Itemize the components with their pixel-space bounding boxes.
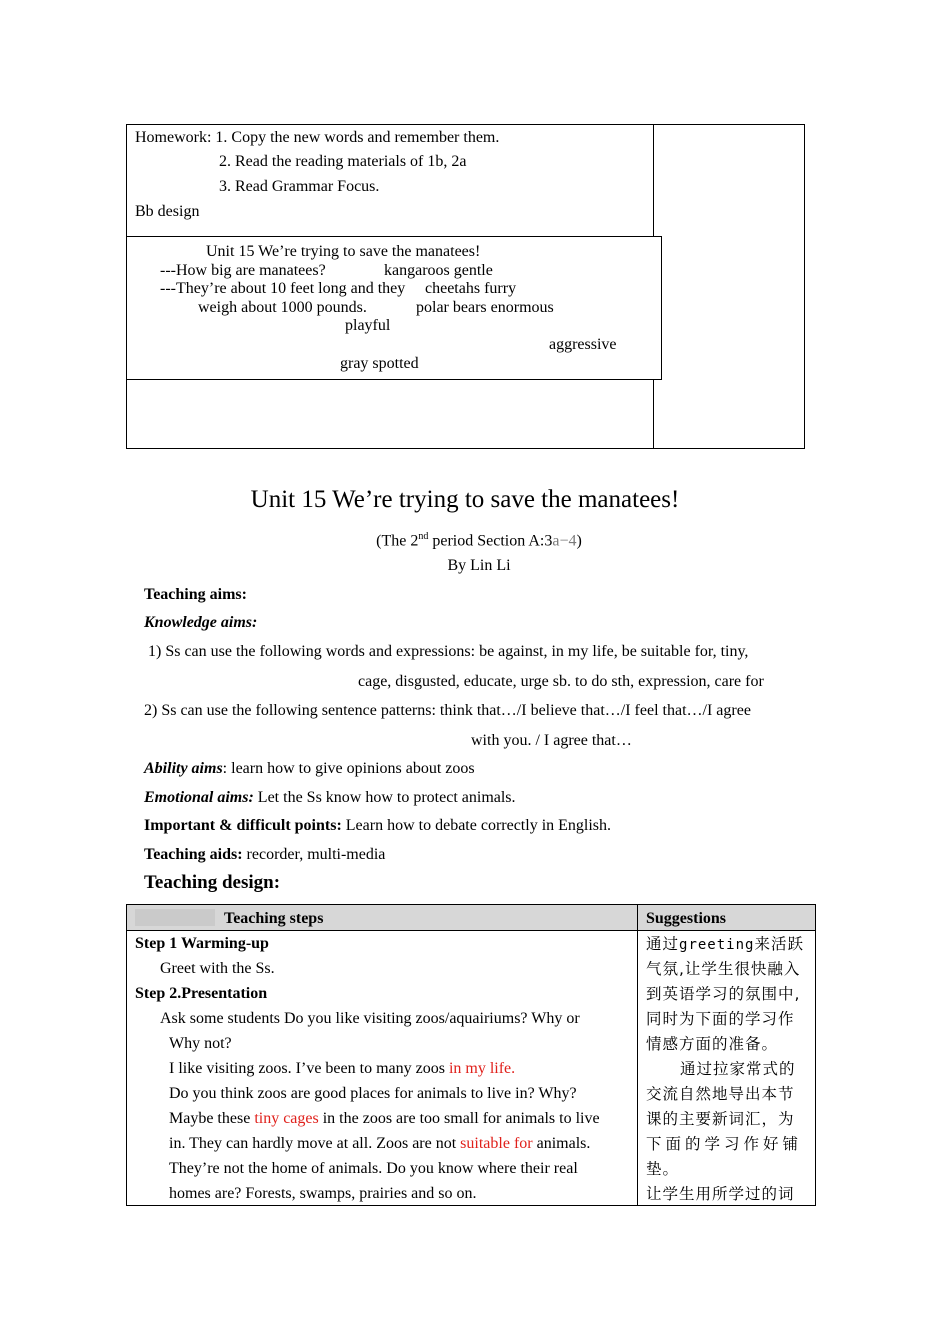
suggestion-line-1: 通过greeting来活跃 xyxy=(646,935,804,953)
teaching-aims-heading: Teaching aims: xyxy=(144,586,247,603)
knowledge-aim-2: 2) Ss can use the following sentence patterns: think that…/I believe that…/I feel that…/I agree xyxy=(144,702,751,719)
homework-heading: Homework: 1. Copy the new words and remember them. xyxy=(135,129,500,146)
suggestion-line-10: 垫。 xyxy=(646,1160,680,1178)
table-col-divider xyxy=(637,904,638,1206)
step-2-line-3: I like visiting zoos. I’ve been to many zoos in my life. xyxy=(169,1060,516,1077)
bb-words-6: gray spotted xyxy=(340,355,419,372)
bb-design-label: Bb design xyxy=(135,203,200,220)
homework-item-2: 2. Read the reading materials of 1b, 2a xyxy=(219,153,467,170)
bb-words-3: polar bears enormous xyxy=(416,299,554,316)
bb-words-1: kangaroos gentle xyxy=(384,262,493,279)
emotional-aims: Emotional aims: Let the Ss know how to protect animals. xyxy=(144,789,516,806)
suggestion-line-8: 课的主要新词汇，为 xyxy=(646,1110,795,1128)
bb-words-2: cheetahs furry xyxy=(425,280,517,297)
period-subtitle: (The 2nd period Section A:3a−4) xyxy=(376,531,582,550)
table-header-rule xyxy=(126,930,816,931)
ability-aims: Ability aims: learn how to give opinions about zoos xyxy=(144,760,475,777)
teaching-aids: Teaching aids: recorder, multi-media xyxy=(144,846,386,863)
knowledge-aim-1: 1) Ss can use the following words and expressions: be against, in my life, be suitable for, tiny, xyxy=(148,643,749,660)
knowledge-aim-1-cont: cage, disgusted, educate, urge sb. to do sth, expression, care for xyxy=(358,673,764,690)
step-2-line-2: Why not? xyxy=(169,1035,232,1052)
suggestion-line-3: 到英语学习的氛围中, xyxy=(646,985,801,1003)
homework-item-3: 3. Read Grammar Focus. xyxy=(219,178,380,195)
suggestion-line-6: 通过拉家常式的 xyxy=(680,1060,796,1078)
bb-answer-2: weigh about 1000 pounds. xyxy=(198,299,367,316)
step-2-line-4: Do you think zoos are good places for animals to live in? Why? xyxy=(169,1085,577,1102)
col-header-steps: Teaching steps xyxy=(224,910,324,927)
step-2-line-5: Maybe these tiny cages in the zoos are too small for animals to live xyxy=(169,1110,600,1127)
step-2-line-1: Ask some students Do you like visiting zoos/aquairiums? Why or xyxy=(160,1010,580,1027)
step-2-line-8: homes are? Forests, swamps, prairies and so on. xyxy=(169,1185,477,1202)
step-1-heading: Step 1 Warming-up xyxy=(135,935,269,952)
page-title: Unit 15 We’re trying to save the manatees! xyxy=(250,486,680,513)
suggestion-line-5: 情感方面的准备。 xyxy=(646,1035,779,1053)
bb-question: ---How big are manatees? xyxy=(160,262,326,279)
author: By Lin Li xyxy=(447,557,511,574)
suggestion-line-9: 下面的学习作好铺 xyxy=(646,1135,803,1153)
step-2-heading: Step 2.Presentation xyxy=(135,985,268,1002)
important-points: Important & difficult points: Learn how to debate correctly in English. xyxy=(144,817,612,834)
teaching-design-heading: Teaching design: xyxy=(144,872,281,893)
step-1-text: Greet with the Ss. xyxy=(160,960,275,977)
suggestion-line-4: 同时为下面的学习作 xyxy=(646,1010,795,1028)
step-2-line-7: They’re not the home of animals. Do you know where their real xyxy=(169,1160,578,1177)
step-2-line-6: in. They can hardly move at all. Zoos are not suitable for animals. xyxy=(169,1135,591,1152)
bb-title: Unit 15 We’re trying to save the manatees! xyxy=(206,243,481,260)
suggestion-line-7: 交流自然地导出本节 xyxy=(646,1085,795,1103)
bb-words-5: aggressive xyxy=(549,336,617,353)
knowledge-aims-heading: Knowledge aims: xyxy=(144,614,258,631)
col-header-suggestions: Suggestions xyxy=(646,910,727,927)
bb-words-4: playful xyxy=(345,317,391,334)
suggestion-line-11: 让学生用所学过的词 xyxy=(646,1185,795,1203)
bb-answer-1: ---They’re about 10 feet long and they xyxy=(160,280,406,297)
knowledge-aim-2-cont: with you. / I agree that… xyxy=(471,732,632,749)
suggestion-line-2: 气氛,让学生很快融入 xyxy=(646,960,801,978)
